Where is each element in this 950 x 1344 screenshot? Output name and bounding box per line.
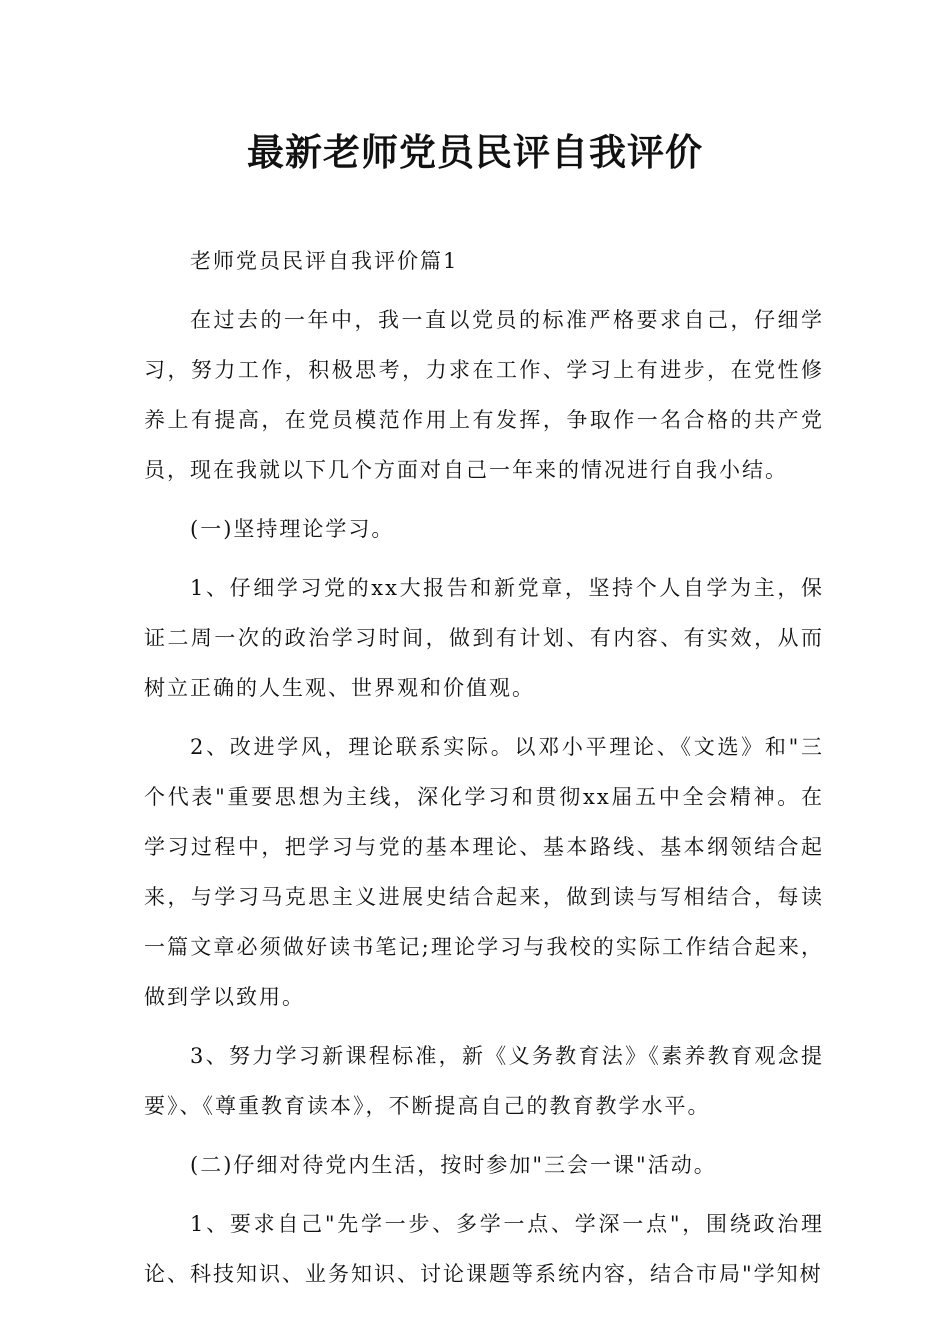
document-body <box>144 236 824 1308</box>
paragraph: 1、要求自己"先学一步、多学一点、学深一点"，围绕政治理论、科技知识、业务知识、讨论课题等系统内容，结合市局"学知树 <box>144 1212 824 1286</box>
subsection-heading: (二)仔细对待党内生活，按时参加"三会一课"活动。 <box>190 1153 717 1177</box>
paragraph: 在过去的一年中，我一直以党员的标准严格要求自己，仔细学习，努力工作，积极思考，力求在工作、学习上有进步，在党性修养上有提高，在党员模范作用上有发挥，争取作一名合格的共产党员，现在我就以下几个方面对自己一年来的情况进行自我小结。 <box>144 308 824 482</box>
paragraph: 3、努力学习新课程标准，新《义务教育法》《素养教育观念提要》、《尊重教育读本》，不断提高自己的教育教学水平。 <box>144 1044 824 1118</box>
subsection-heading: (一)坚持理论学习。 <box>190 517 395 541</box>
paragraph: 2、改进学风，理论联系实际。以邓小平理论、《文选》和"三个代表"重要思想为主线，深化学习和贯彻xx届五中全会精神。在学习过程中，把学习与党的基本理论、基本路线、基本纲领结合起来，与学习马克思主义进展史结合起来，做到读与写相结合，每读一篇文章必须做好读书笔记;理论学习与我校的实际工作结合起来，做到学以致用。 <box>144 735 824 1009</box>
section-heading: 老师党员民评自我评价篇1 <box>190 249 459 273</box>
paragraph: 1、仔细学习党的xx大报告和新党章，坚持个人自学为主，保证二周一次的政治学习时间，做到有计划、有内容、有实效，从而树立正确的人生观、世界观和价值观。 <box>144 576 824 700</box>
document-title: 最新老师党员民评自我评价 <box>247 131 703 174</box>
